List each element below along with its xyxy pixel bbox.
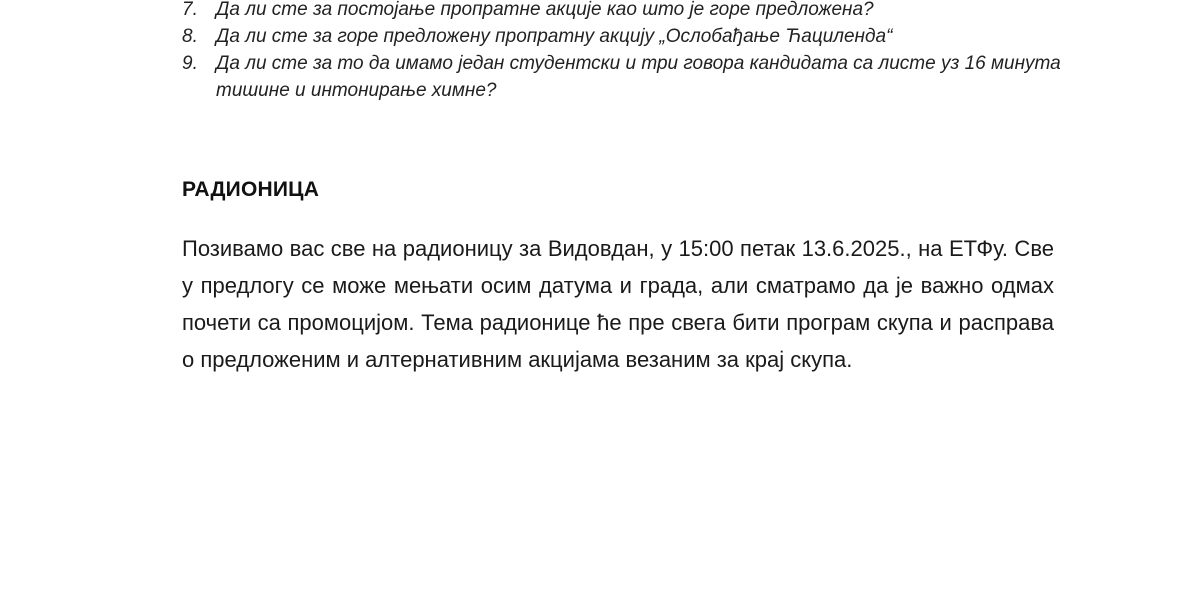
question-text: Да ли сте за горе предложену пропратну акцију „Ослобађање Ћациленда“ xyxy=(216,26,893,47)
section-heading: РАДИОНИЦА xyxy=(182,178,320,201)
question-number: 9. xyxy=(182,53,198,74)
question-number: 8. xyxy=(182,26,198,47)
question-number: 7. xyxy=(182,0,198,20)
question-list xyxy=(182,0,1062,104)
section-paragraph: Позивамо вас све на радионицу за Видовдан, у 15:00 петак 13.6.2025., на ЕТФу. Све у предлогу се може мењати осим датума и града, али сматрамо да је важно одмах почети са промоцијом. Тема радионице ће пре свега бити програм скупа и расправа о предложеним и алтернативним акцијама везаним за крај скупа. xyxy=(182,236,1054,372)
question-item xyxy=(182,23,1062,50)
question-text: Да ли сте за постојање пропратне акције као што је горе предложена? xyxy=(216,0,874,20)
question-item xyxy=(182,0,1062,23)
question-text: Да ли сте за то да имамо један студентски и три говора кандидата са листе уз 16 минута тишине и интонирање химне? xyxy=(216,53,1061,101)
question-item xyxy=(182,50,1062,104)
